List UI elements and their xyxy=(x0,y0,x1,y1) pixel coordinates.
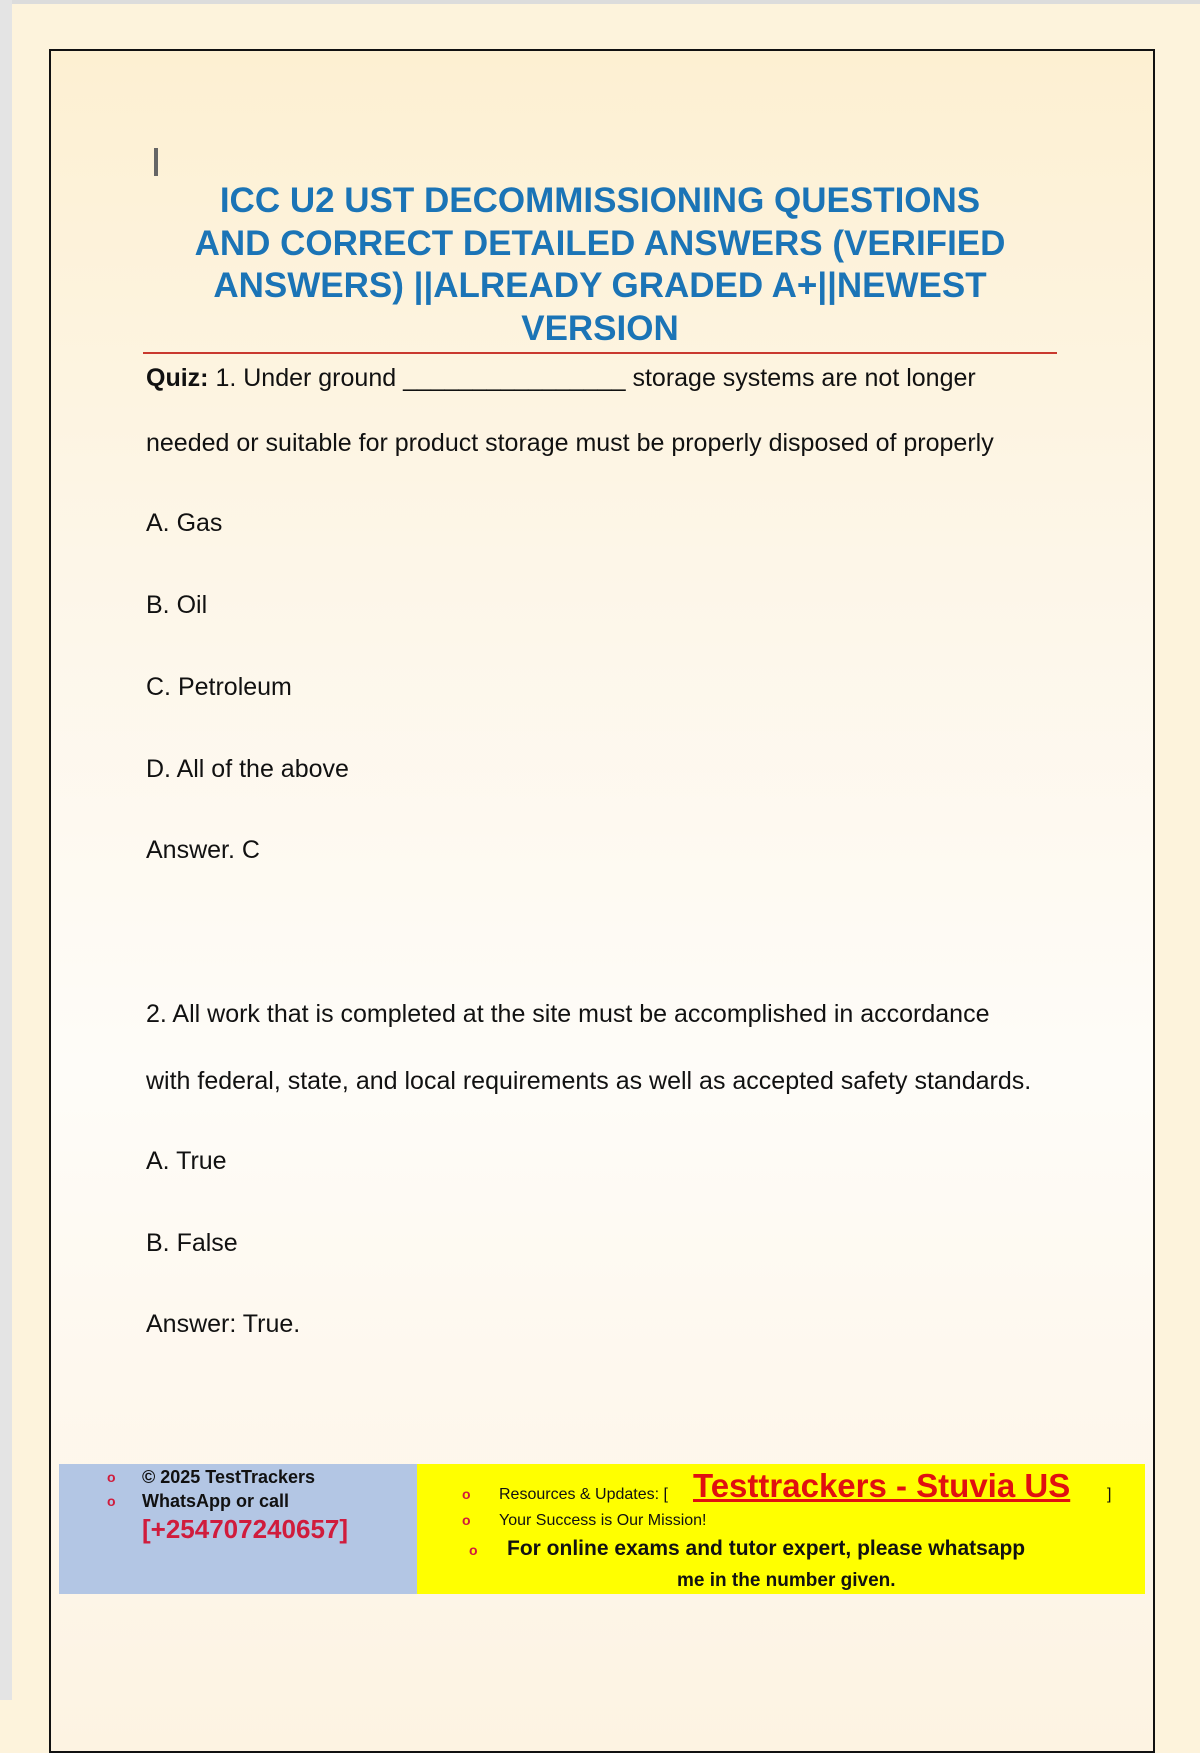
title-divider xyxy=(143,352,1057,354)
phone-number[interactable]: [+254707240657] xyxy=(142,1514,349,1544)
option: B. False xyxy=(146,1229,238,1257)
option: D. All of the above xyxy=(146,755,349,783)
title-line: AND CORRECT DETAILED ANSWERS (VERIFIED xyxy=(194,223,1006,263)
stuvia-link[interactable]: Testtrackers - Stuvia US xyxy=(693,1467,1071,1504)
promo-text: me in the number given. xyxy=(677,1570,896,1591)
bullet-icon: o xyxy=(107,1469,116,1485)
title-line: ANSWERS) ||ALREADY GRADED A+||NEWEST xyxy=(213,266,987,305)
text-cursor xyxy=(154,148,158,176)
title-line: VERSION xyxy=(521,308,679,348)
option: A. Gas xyxy=(146,509,223,537)
answer: Answer. C xyxy=(146,836,260,864)
resources-label: Resources & Updates: [ xyxy=(499,1486,668,1503)
bullet-icon: o xyxy=(107,1493,116,1509)
whatsapp-label: WhatsApp or call xyxy=(142,1491,290,1511)
question-2-line-2: with federal, state, and local requirements as well as accepted safety standards. xyxy=(146,1067,1032,1095)
option: C. Petroleum xyxy=(146,673,292,701)
answer: Answer: True. xyxy=(146,1310,301,1338)
option: B. Oil xyxy=(146,591,208,619)
question-2-line-1: 2. All work that is completed at the site must be accomplished in accordance xyxy=(146,1000,990,1028)
title-line: ICC U2 UST DECOMMISSIONING QUESTIONS xyxy=(219,181,981,220)
viewer-gutter xyxy=(0,0,12,1700)
footer-resources xyxy=(417,1464,1145,1594)
bullet-icon: o xyxy=(469,1542,478,1558)
footer-contact xyxy=(59,1464,417,1594)
copyright: © 2025 TestTrackers xyxy=(142,1467,316,1487)
bracket: ] xyxy=(1107,1486,1112,1503)
quiz-label: Quiz: xyxy=(146,364,209,392)
document-title xyxy=(130,180,1070,350)
footer-banner xyxy=(59,1464,1145,1594)
bullet-icon: o xyxy=(462,1486,471,1502)
viewer-top-edge xyxy=(12,0,1200,4)
bullet-icon: o xyxy=(462,1512,471,1528)
question-1-line-1 xyxy=(146,364,976,393)
question-text: 1. Under ground ________________ storage systems are not longer xyxy=(208,364,976,392)
promo-text: For online exams and tutor expert, please whatsapp xyxy=(507,1537,1026,1560)
question-1-line-2: needed or suitable for product storage must be properly disposed of properly xyxy=(146,429,994,457)
mission-text: Your Success is Our Mission! xyxy=(499,1512,707,1529)
option: A. True xyxy=(146,1147,227,1175)
